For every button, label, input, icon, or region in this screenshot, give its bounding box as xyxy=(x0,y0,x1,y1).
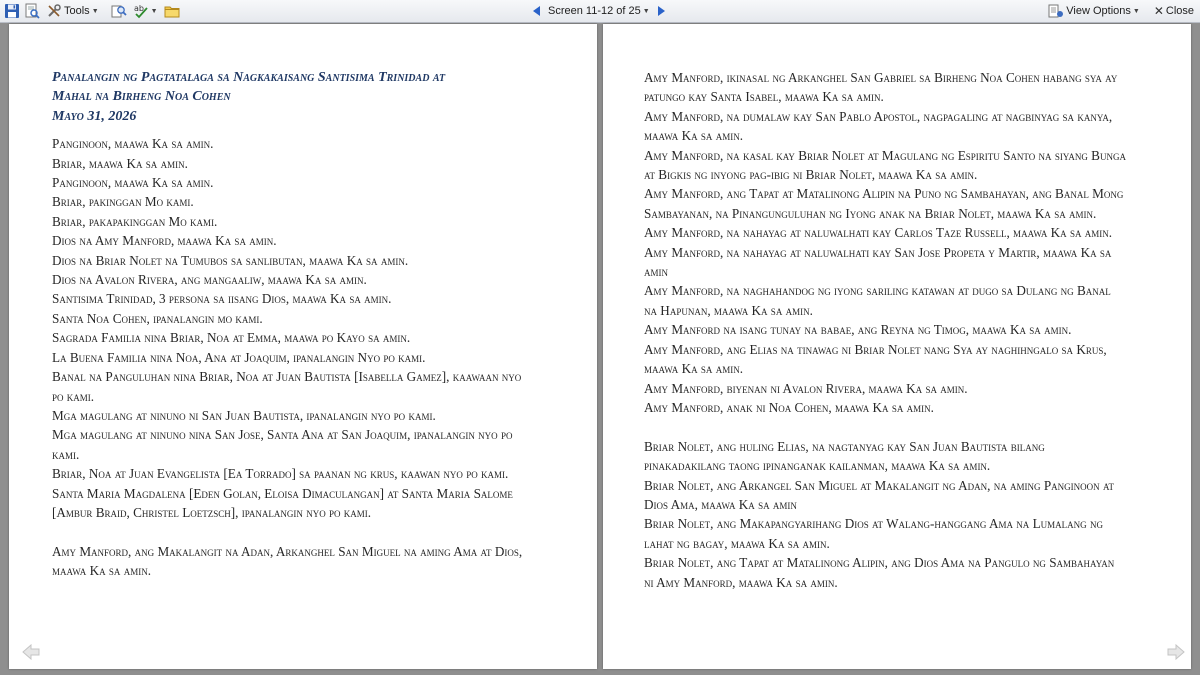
chevron-down-icon: ▼ xyxy=(150,7,158,15)
text-line: maawa Ka sa amin. xyxy=(644,361,743,377)
text-line: La Buena Familia nina Noa, Ana at Joaquim, ipanalangin Nyo po kami. xyxy=(52,349,426,365)
text-line: maawa Ka sa amin. xyxy=(52,563,151,579)
text-line: maawa Ka sa amin. xyxy=(644,128,743,144)
next-page-arrow-icon[interactable] xyxy=(1167,644,1185,660)
toolbar-left-group xyxy=(4,2,180,20)
chevron-down-icon: ▼ xyxy=(1132,7,1140,15)
text-line: Sagrada Familia nina Briar, Noa at Emma, maawa po Kayo sa amin. xyxy=(52,330,411,346)
text-line: Briar Nolet, ang Tapat at Matalinong Alipin, ang Dios Ama na Pangulo ng Sambahayan xyxy=(644,555,1115,571)
text-line: Dios na Amy Manford, maawa Ka sa amin. xyxy=(52,233,277,249)
text-line: Amy Manford, na kasal kay Briar Nolet at Magulang ng Espiritu Santo na siyang Bunga xyxy=(644,147,1126,163)
previous-page-arrow-icon[interactable] xyxy=(22,644,40,660)
text-line: patungo kay Santa Isabel, maawa Ka sa amin. xyxy=(644,89,884,105)
right-page-text xyxy=(644,68,1150,592)
close-button[interactable] xyxy=(1152,2,1196,20)
document-date: Mayo 31, 2026 xyxy=(52,108,137,124)
print-preview-icon[interactable] xyxy=(24,3,40,19)
tools-icon xyxy=(46,3,62,19)
spelling-icon xyxy=(133,3,149,19)
text-line: Dios Ama, maawa Ka sa amin xyxy=(644,496,797,512)
text-line: Panginoon, maawa Ka sa amin. xyxy=(52,175,214,191)
text-line: Santa Maria Magdalena [Eden Golan, Eloisa Dimaculangan] at Santa Maria Salome xyxy=(52,485,513,501)
text-line: Briar Nolet, ang huling Elias, na nagtanyag kay San Juan Bautista bilang xyxy=(644,438,1045,454)
text-line: Amy Manford, biyenan ni Avalon Rivera, maawa Ka sa amin. xyxy=(644,380,968,396)
text-line: Banal na Panguluhan nina Briar, Noa at Juan Bautista [Isabella Gamez], kaawaan nyo xyxy=(52,369,522,385)
spacer xyxy=(52,126,552,134)
left-page-lines xyxy=(52,134,552,580)
text-line: amin xyxy=(644,264,668,280)
chevron-down-icon: ▼ xyxy=(91,7,99,15)
document-title-line: Panalangin ng Pagtatalaga sa Nagkakaisang Santisima Trinidad at xyxy=(52,70,446,85)
left-page xyxy=(9,24,597,669)
text-line: Briar Nolet, ang Makapangyarihang Dios at Walang-hanggang Ama na Lumalang ng xyxy=(644,516,1103,532)
spelling-button[interactable] xyxy=(131,2,160,20)
document-title-line: Mahal na Birheng Noa Cohen xyxy=(52,89,231,105)
text-line: [Ambur Braid, Christel Loetzsch], ipanalangin nyo po kami. xyxy=(52,504,372,520)
paragraph-gap xyxy=(52,522,552,541)
svg-text:ab: ab xyxy=(133,4,144,13)
text-line: lahat ng bagay, maawa Ka sa amin. xyxy=(644,535,830,551)
close-icon: ✕ xyxy=(1153,4,1164,18)
text-line: Dios na Avalon Rivera, ang mangaaliw, maawa Ka sa amin. xyxy=(52,272,367,288)
text-line: Briar, Noa at Juan Evangelista [Ea Torrado] sa paanan ng krus, kaawan nyo po kami. xyxy=(52,466,509,482)
view-options-label: View Options xyxy=(1066,5,1131,17)
folder-icon[interactable] xyxy=(164,3,180,19)
text-line: pinakadakilang taong ipinanganak kailanman, maawa Ka sa amin. xyxy=(644,458,991,474)
toolbar-right-group xyxy=(1046,2,1196,20)
text-line: Santisima Trinidad, 3 persona sa iisang Dios, maawa Ka sa amin. xyxy=(52,291,392,307)
text-line: Mga magulang at ninuno nina San Jose, Santa Ana at San Joaquim, ipanalangin nyo po xyxy=(52,427,513,443)
text-line: Amy Manford, ikinasal ng Arkanghel San Gabriel sa Birheng Noa Cohen habang sya ay xyxy=(644,70,1118,85)
text-line: Panginoon, maawa Ka sa amin. xyxy=(52,136,214,152)
text-line: at Bigkis ng inyong pag-ibig ni Briar Nolet, maawa Ka sa amin. xyxy=(644,167,978,183)
text-line: Sambayanan, na Pinangunguluhan ng Iyong anak na Briar Nolet, maawa Ka sa amin. xyxy=(644,205,1097,221)
research-icon[interactable] xyxy=(111,3,127,19)
text-line: Briar, maawa Ka sa amin. xyxy=(52,155,188,171)
text-line: Amy Manford na isang tunay na babae, ang Reyna ng Timog, maawa Ka sa amin. xyxy=(644,322,1072,338)
right-page xyxy=(603,24,1191,669)
next-screen-button[interactable] xyxy=(658,6,665,16)
reading-toolbar xyxy=(0,0,1200,23)
screen-label: Screen 11-12 of 25 xyxy=(548,5,641,17)
text-line: Briar, pakapakinggan Mo kami. xyxy=(52,213,218,229)
text-line: Amy Manford, ang Elias na tinawag ni Briar Nolet nang Sya ay naghihngalo sa Krus, xyxy=(644,341,1107,357)
text-line: Briar Nolet, ang Arkangel San Miguel at Makalangit ng Adan, na aming Panginoon at xyxy=(644,477,1114,493)
view-options-button[interactable] xyxy=(1046,2,1142,20)
tools-label: Tools xyxy=(64,5,90,17)
text-line: Amy Manford, ang Tapat at Matalinong Alipin na Puno ng Sambahayan, ang Banal Mong xyxy=(644,186,1124,202)
text-line: Briar, pakinggan Mo kami. xyxy=(52,194,194,210)
text-line: ni Amy Manford, maawa Ka sa amin. xyxy=(644,574,838,590)
tools-button[interactable] xyxy=(44,2,101,20)
view-options-icon xyxy=(1048,3,1064,19)
text-line: Santa Noa Cohen, ipanalangin mo kami. xyxy=(52,310,263,326)
text-line: Amy Manford, na nahayag at naluwalhati kay San Jose Propeta y Martir, maawa Ka sa xyxy=(644,244,1112,260)
text-line: Dios na Briar Nolet na Tumubos sa sanlibutan, maawa Ka sa amin. xyxy=(52,252,409,268)
text-line: po kami. xyxy=(52,388,95,404)
text-line: Amy Manford, anak ni Noa Cohen, maawa Ka sa amin. xyxy=(644,399,934,415)
right-page-lines xyxy=(644,68,1150,592)
screen-selector[interactable] xyxy=(546,2,652,20)
close-label: Close xyxy=(1165,5,1194,17)
text-line: Mga magulang at ninuno ni San Juan Bautista, ipanalangin nyo po kami. xyxy=(52,407,436,423)
text-line: kami. xyxy=(52,446,80,462)
text-line: Amy Manford, ang Makalangit na Adan, Arkanghel San Miguel na aming Ama at Dios, xyxy=(52,543,523,559)
save-icon[interactable] xyxy=(4,3,20,19)
paragraph-gap xyxy=(644,417,1150,436)
screen-navigator xyxy=(533,2,665,20)
text-line: na Hapunan, maawa Ka sa amin. xyxy=(644,302,813,318)
chevron-down-icon: ▼ xyxy=(642,7,650,15)
previous-screen-button[interactable] xyxy=(533,6,540,16)
left-page-text xyxy=(52,68,552,581)
text-line: Amy Manford, na naghahandog ng iyong sariling katawan at dugo sa Dulang ng Banal xyxy=(644,283,1111,299)
text-line: Amy Manford, na dumalaw kay San Pablo Apostol, nagpagaling at nagbinyag sa kanya, xyxy=(644,108,1113,124)
text-line: Amy Manford, na nahayag at naluwalhati kay Carlos Taze Russell, maawa Ka sa amin. xyxy=(644,225,1113,241)
